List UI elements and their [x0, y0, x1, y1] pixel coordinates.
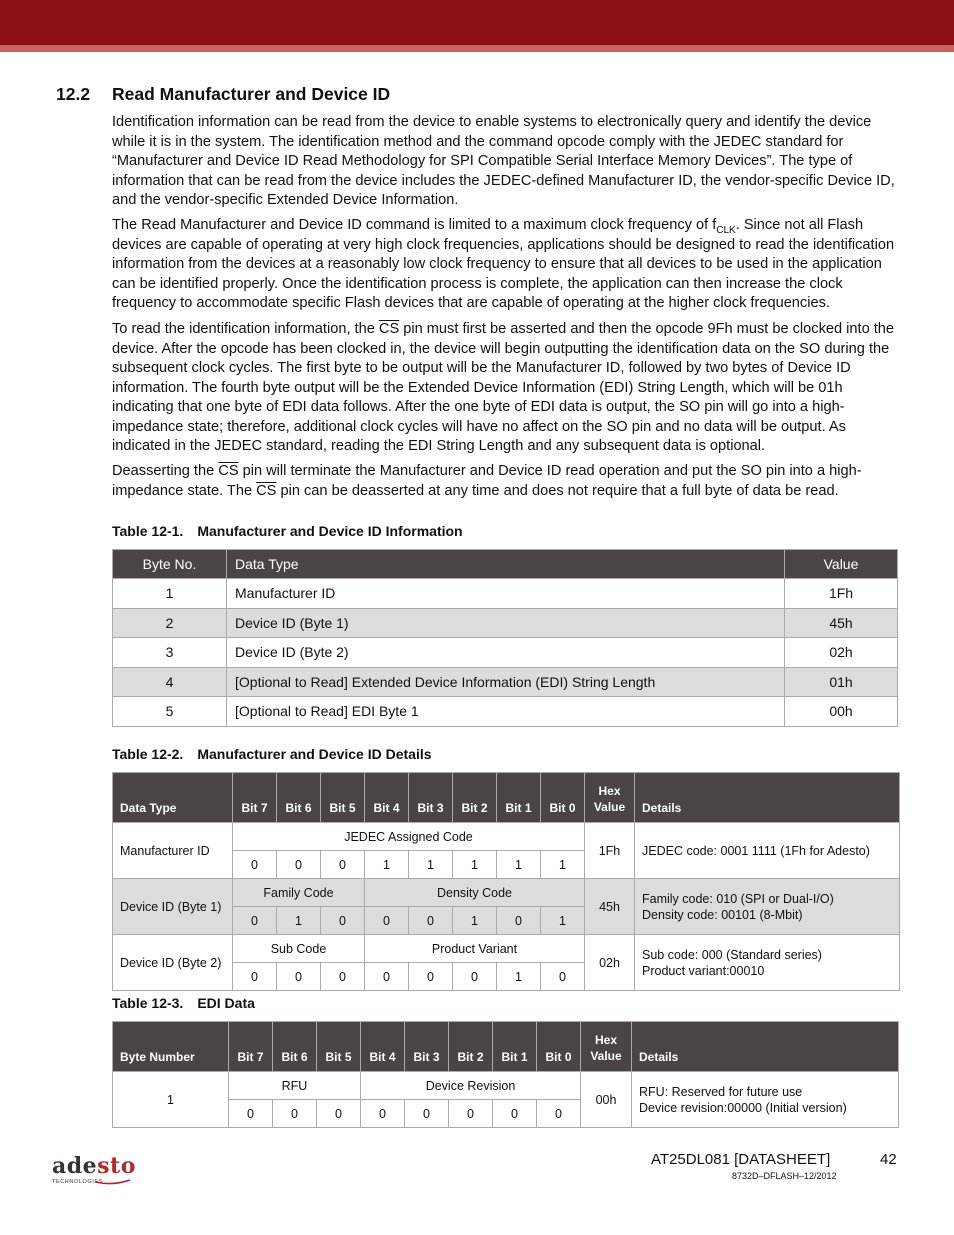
column-header: Bit 6: [277, 773, 321, 823]
bit-group-label: Family Code: [233, 879, 365, 907]
column-header: Bit 5: [317, 1022, 361, 1072]
section-title: [56, 84, 390, 105]
column-header: Details: [635, 773, 900, 823]
table-header-row: [113, 773, 900, 823]
table-row: 5 [Optional to Read] EDI Byte 1 00h: [113, 697, 898, 727]
paragraph-deassert: Deasserting the $\overline{CS}$ pin will terminate the Manufacturer and Device ID read operation and put the SO pin into a high-impedance state. The $\overline{CS}$ pin can be deasserted at any time and does not require that a full byte of data be read.: [112, 463, 862, 499]
bit-group-label: Density Code: [365, 879, 585, 907]
table3-caption: Table 12-3. EDI Data: [112, 995, 255, 1011]
table-row: 0 1 0 0 0 1 0 1: [113, 907, 900, 935]
manufacturer-device-id-details-table: [112, 772, 900, 991]
table-row: 0 0 0 0 0 0 0 0: [113, 1100, 899, 1128]
bit-group-label: Product Variant: [365, 935, 585, 963]
header-stripe: [0, 45, 954, 52]
column-header: Hex Value: [581, 1022, 632, 1072]
section-number: 12.2: [56, 84, 91, 104]
column-header: Byte No.: [113, 550, 227, 579]
table2-caption: Table 12-2. Manufacturer and Device ID Details: [112, 746, 432, 762]
footer-doc-number: 8732D–DFLASH–12/2012: [732, 1171, 837, 1181]
edi-data-table: [112, 1021, 899, 1128]
column-header: Bit 3: [405, 1022, 449, 1072]
column-header: Data Type: [113, 773, 233, 823]
column-header: Bit 1: [493, 1022, 537, 1072]
paragraph-procedure: To read the identification information, the $\overline{CS}$ pin must first be asserted and then the opcode 9Fh must be clocked into the device. After the opcode has been clocked in, the device will begin outputting the identification data on the SO during the subsequent clock cycles. The first byte to be output will be the Manufacturer ID, followed by two bytes of Device ID information. The fourth byte output will be the Extended Device Information (EDI) String Length, which will be 01h indicating that one byte of EDI data follows. After the one byte of EDI data is output, the SO pin will go into a high-impedance state; therefore, additional clock cycles will have no affect on the SO pin and no data will be output. As indicated in the JEDEC standard, reading the EDI String Length and any subsequent data is optional.: [112, 321, 895, 454]
cs-signal: $\overline{CS}$: [378, 321, 400, 337]
column-header: Bit 7: [233, 773, 277, 823]
table1-caption: Table 12-1. Manufacturer and Device ID Information: [112, 523, 463, 539]
table-row: 1 Manufacturer ID 1Fh: [113, 579, 898, 609]
column-header: Bit 5: [321, 773, 365, 823]
table-row: 2 Device ID (Byte 1) 45h: [113, 608, 898, 638]
page-number: 42: [880, 1151, 897, 1168]
bit-group-label: RFU: [229, 1072, 361, 1100]
bit-group-label: Sub Code: [233, 935, 365, 963]
cs-signal: $\overline{CS}$: [256, 482, 277, 499]
table-row: 0 0 0 1 1 1 1 1: [113, 851, 900, 879]
column-header: Data Type: [227, 550, 785, 579]
bit-group-label: Device Revision: [361, 1072, 581, 1100]
paragraph-clock: The Read Manufacturer and Device ID command is limited to a maximum clock frequency of $f_{CLK}$. Since not all Flash devices are capable of operating at very high clock frequencies, applications should be designed to read the identification information from the devices at a reasonably low clock frequency to ensure that all devices to be used in the application can be identified properly. Once the identification process is complete, the application can then increase the clock frequency to accommodate specific Flash devices that are capable of operating at the higher clock frequencies.: [112, 217, 895, 311]
column-header: Value: [785, 550, 898, 579]
table-header-row: [113, 550, 898, 579]
cs-signal: $\overline{CS}$: [218, 463, 239, 479]
column-header: Bit 4: [361, 1022, 405, 1072]
column-header: Hex Value: [585, 773, 635, 823]
table-row: 0 0 0 0 0 0 1 0: [113, 963, 900, 991]
footer-doc-title: AT25DL081 [DATASHEET]: [651, 1151, 831, 1168]
adesto-logo: adesto TECHNOLOGIES: [52, 1153, 136, 1185]
table-row: 4 [Optional to Read] Extended Device Information (EDI) String Length 01h: [113, 667, 898, 697]
column-header: Bit 7: [229, 1022, 273, 1072]
table-header-row: [113, 1022, 899, 1072]
logo-swoosh-icon: [52, 1177, 132, 1185]
column-header: Bit 0: [541, 773, 585, 823]
column-header: Bit 1: [497, 773, 541, 823]
column-header: Bit 3: [409, 773, 453, 823]
column-header: Byte Number: [113, 1022, 229, 1072]
table-row: Manufacturer ID JEDEC Assigned Code 1Fh JEDEC code: 0001 1111 (1Fh for Adesto): [113, 823, 900, 851]
column-header: Bit 0: [537, 1022, 581, 1072]
column-header: Bit 6: [273, 1022, 317, 1072]
paragraph-intro: Identification information can be read from the device to enable systems to electronically query and identify the device while it is in the system. The identification method and the command opcode comply with the JEDEC standard for “Manufacturer and Device ID Read Methodology for SPI Compatible Serial Interface Memory Devices”. The type of information that can be read from the device includes the JEDEC-defined Manufacturer ID, the vendor-specific Device ID, and the vendor-specific Extended Device Information.: [112, 114, 895, 208]
table-row: Device ID (Byte 2) Sub Code Product Variant 02h Sub code: 000 (Standard series) Product variant:00010: [113, 935, 900, 963]
bit-group-label: JEDEC Assigned Code: [233, 823, 585, 851]
manufacturer-device-id-table: [112, 549, 898, 727]
table-row: 3 Device ID (Byte 2) 02h: [113, 638, 898, 668]
table-row: Device ID (Byte 1) Family Code Density Code 45h Family code: 010 (SPI or Dual-I/O) Density code: 00101 (8-Mbit): [113, 879, 900, 907]
column-header: Bit 4: [365, 773, 409, 823]
section-heading: Read Manufacturer and Device ID: [112, 84, 391, 104]
column-header: Bit 2: [453, 773, 497, 823]
table-row: 1 RFU Device Revision 00h RFU: Reserved for future use Device revision:00000 (Initial version): [113, 1072, 899, 1100]
header-bar: [0, 0, 954, 45]
column-header: Details: [632, 1022, 899, 1072]
column-header: Bit 2: [449, 1022, 493, 1072]
